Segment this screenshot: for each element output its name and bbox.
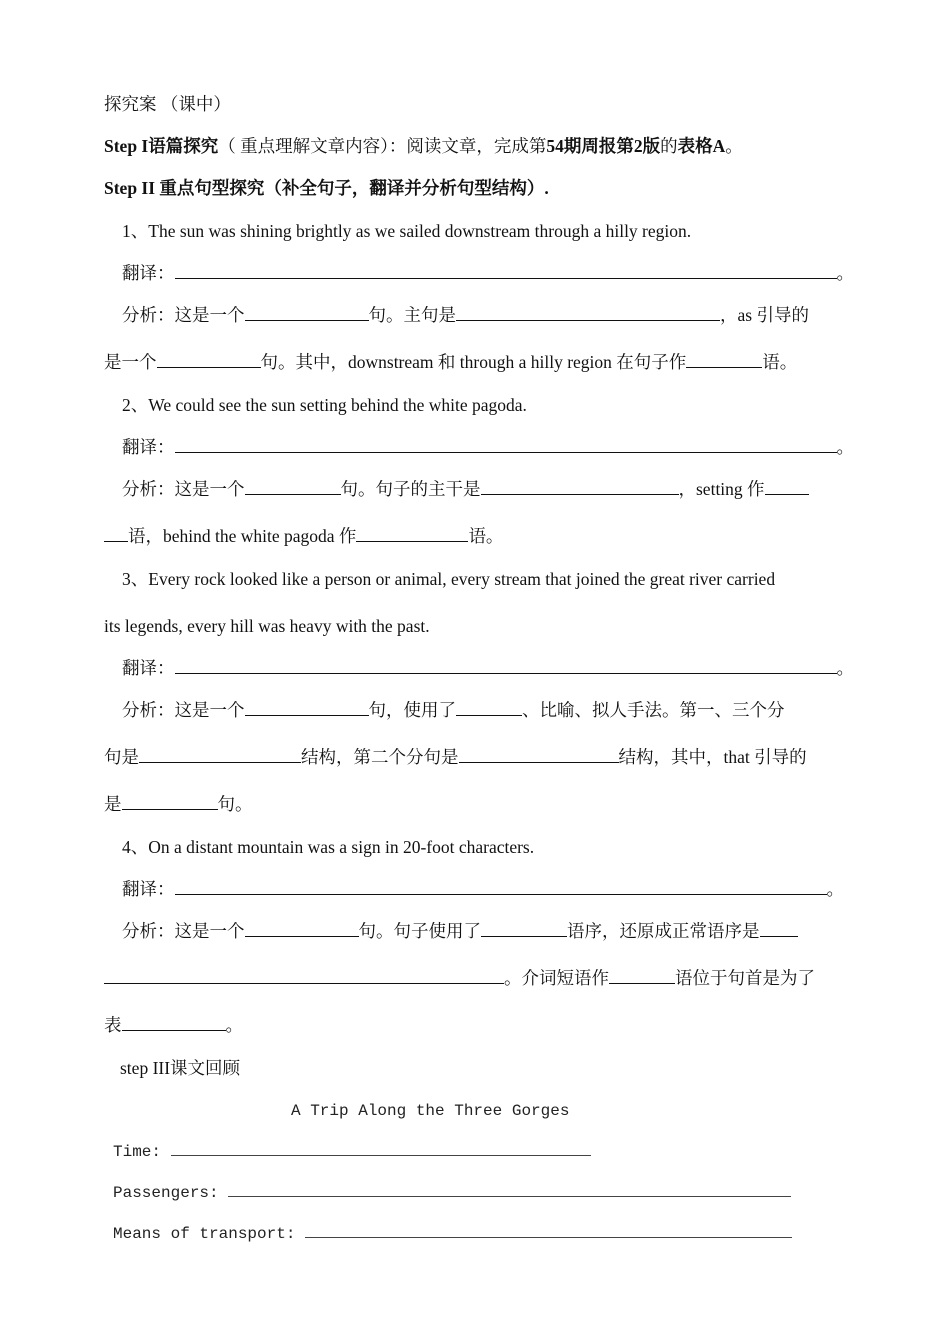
page-title: 探究案 （课中） xyxy=(104,94,231,114)
passengers-field xyxy=(113,1181,791,1205)
translate-blank[interactable] xyxy=(175,435,837,453)
step1-table: 表格A xyxy=(677,136,726,156)
item4-sentence: 4、On a distant mountain was a sign in 20-foot characters. xyxy=(122,837,535,857)
answer-blank[interactable] xyxy=(104,524,128,542)
answer-blank[interactable] xyxy=(245,698,369,716)
analysis-text: 分析：这是一个 xyxy=(122,479,245,499)
item3-analysis-line1 xyxy=(122,698,785,722)
analysis-text: 句，使用了 xyxy=(368,700,456,720)
answer-blank[interactable] xyxy=(356,524,468,542)
answer-blank[interactable] xyxy=(245,303,369,321)
translate-label: 翻译： xyxy=(122,437,175,457)
trip-title: A Trip Along the Three Gorges xyxy=(291,1102,570,1120)
answer-blank[interactable] xyxy=(122,792,218,810)
analysis-text: 句。主句是 xyxy=(368,305,456,325)
line-end: 。 xyxy=(836,437,854,457)
item4-analysis-line2 xyxy=(104,966,815,990)
analysis-text: 分析：这是一个 xyxy=(122,921,245,941)
translate-label: 翻译： xyxy=(122,263,175,283)
item4-analysis-line3 xyxy=(104,1013,243,1037)
transport-field xyxy=(113,1222,792,1246)
item2-analysis-line1 xyxy=(122,477,809,501)
analysis-text: 句。句子使用了 xyxy=(358,921,481,941)
analysis-text: ，as 引导的 xyxy=(720,305,809,325)
answer-blank[interactable] xyxy=(245,919,359,937)
analysis-text: 语。 xyxy=(468,526,504,546)
analysis-text: 句。句子的主干是 xyxy=(340,479,481,499)
step1-note: （ 重点理解文章内容）：阅读文章，完成第 xyxy=(218,136,547,156)
item4-analysis-line1 xyxy=(122,919,798,943)
analysis-text: 结构，第二个分句是 xyxy=(301,747,459,767)
analysis-text: 分析：这是一个 xyxy=(122,305,245,325)
transport-input-line[interactable] xyxy=(305,1222,792,1238)
item3-analysis-line2 xyxy=(104,745,807,769)
item2-sentence: 2、We could see the sun setting behind the white pagoda. xyxy=(122,395,527,415)
analysis-text: 语位于句首是为了 xyxy=(675,968,815,988)
answer-blank[interactable] xyxy=(245,477,341,495)
item2-translate-line xyxy=(122,435,854,459)
line-end: 。 xyxy=(826,879,844,899)
analysis-text: 语序，还原成正常语序是 xyxy=(567,921,760,941)
line-end: 。 xyxy=(836,658,854,678)
analysis-text: 语，behind the white pagoda 作 xyxy=(128,526,357,546)
answer-blank[interactable] xyxy=(104,966,504,984)
translate-blank[interactable] xyxy=(175,877,827,895)
time-input-line[interactable] xyxy=(171,1140,591,1156)
passengers-input-line[interactable] xyxy=(228,1181,791,1197)
answer-blank[interactable] xyxy=(456,698,522,716)
translate-blank[interactable] xyxy=(175,261,837,279)
item2-analysis-line2 xyxy=(104,524,503,548)
answer-blank[interactable] xyxy=(686,350,762,368)
answer-blank[interactable] xyxy=(609,966,675,984)
item1-analysis-line1 xyxy=(122,303,809,327)
line-end: 。 xyxy=(836,263,854,283)
analysis-text: 、比喻、拟人手法。第一、三个分 xyxy=(522,700,785,720)
answer-blank[interactable] xyxy=(481,919,567,937)
answer-blank[interactable] xyxy=(760,919,798,937)
analysis-text: 句是 xyxy=(104,747,139,767)
analysis-text: 结构，其中，that 引导的 xyxy=(618,747,807,767)
item3-analysis-line3 xyxy=(104,792,253,816)
analysis-text: 语。 xyxy=(762,352,798,372)
item3-sentence-line1: 3、Every rock looked like a person or animal, every stream that joined the great river carried xyxy=(122,569,776,589)
analysis-text: 是 xyxy=(104,794,122,814)
analysis-text: 。 xyxy=(225,1015,243,1035)
analysis-text: 。介词短语作 xyxy=(504,968,609,988)
answer-blank[interactable] xyxy=(459,745,619,763)
time-field xyxy=(113,1140,591,1164)
field-label: Passengers: xyxy=(113,1184,219,1202)
item3-sentence-line2: its legends, every hill was heavy with the past. xyxy=(104,616,430,636)
field-label: Time: xyxy=(113,1143,162,1161)
step3-heading: step III课文回顾 xyxy=(120,1058,241,1078)
answer-blank[interactable] xyxy=(481,477,679,495)
answer-blank[interactable] xyxy=(157,350,261,368)
item3-translate-line xyxy=(122,656,854,680)
field-label: Means of transport: xyxy=(113,1225,296,1243)
item4-translate-line xyxy=(122,877,844,901)
translate-label: 翻译： xyxy=(122,658,175,678)
answer-blank[interactable] xyxy=(139,745,301,763)
translate-label: 翻译： xyxy=(122,879,175,899)
analysis-text: 句。其中，downstream 和 through a hilly region 在句子作 xyxy=(260,352,687,372)
step1-line xyxy=(104,134,743,158)
analysis-text: 句。 xyxy=(217,794,253,814)
answer-blank[interactable] xyxy=(122,1013,226,1031)
analysis-text: ，setting 作 xyxy=(678,479,765,499)
step1-end: 。 xyxy=(725,136,743,156)
step1-label: Step I语篇探究 xyxy=(104,136,219,156)
item1-analysis-line2 xyxy=(104,350,797,374)
step1-of: 的 xyxy=(660,136,678,156)
answer-blank[interactable] xyxy=(765,477,809,495)
answer-blank[interactable] xyxy=(456,303,720,321)
item1-translate-line xyxy=(122,261,854,285)
item1-sentence: 1、The sun was shining brightly as we sailed downstream through a hilly region. xyxy=(122,221,692,241)
translate-blank[interactable] xyxy=(175,656,837,674)
analysis-text: 是一个 xyxy=(104,352,157,372)
analysis-text: 表 xyxy=(104,1015,122,1035)
step1-issue: 54期周报第2版 xyxy=(546,136,661,156)
analysis-text: 分析：这是一个 xyxy=(122,700,245,720)
step2-heading: Step II 重点句型探究（补全句子，翻译并分析句型结构）. xyxy=(104,178,549,198)
